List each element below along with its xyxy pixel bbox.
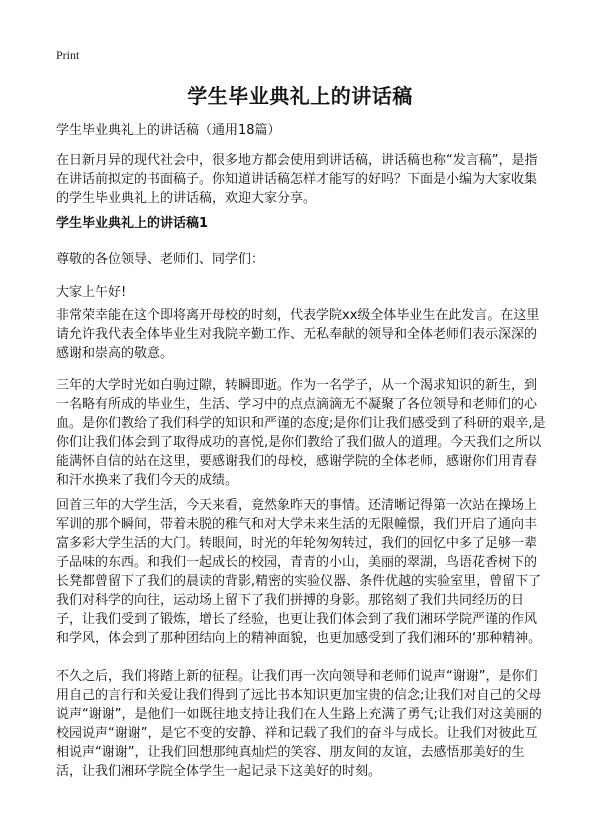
salutation-line: 大家上午好! [56,285,127,300]
body-paragraph: 三年的大学时光如白驹过隙，转瞬即逝。作为一名学子，从一个渴求知识的新生，到一名略有所成的毕业生，生活、学习中的点点滴滴无不凝聚了各位领导和老师们的心血。是你们教给了我们科学的知识和严谨的态度;是你们让我们感受到了科研的艰辛,是你们让我们体会到了取得成功的喜悦,是你们教给了我们做人的道理。今天我们之所以能满怀自信的站在这里，要感谢我们的母校，感谢学院的全体老师，感谢你们用青春和汗水换来了我们今天的成绩。 [56,378,546,488]
document-title: 学生毕业典礼上的讲话稿 [187,84,413,108]
section-heading: 学生毕业典礼上的讲话稿1 [56,216,209,231]
body-paragraph: 非常荣幸能在这个即将离开母校的时刻，代表学院xx级全体毕业生在此发言。在这里请允许我代表全体毕业生对我院辛勤工作、无私奉献的领导和全体老师们表示深深的感谢和崇高的敬意。 [56,308,540,361]
document-subtitle: 学生毕业典礼上的讲话稿（通用18篇） [56,123,281,138]
body-paragraph: 不久之后，我们将踏上新的征程。让我们再一次向领导和老师们说声“谢谢”，是你们用自己的言行和关爱让我们得到了远比书本知识更加宝贵的信念;让我们对自己的父母说声“谢谢”，是他们一如既往地支持让我们在人生路上充满了勇气;让我们对这美丽的校园说声“谢谢”，是它不变的安静、祥和记载了我们的奋斗与成长。让我们对彼此互相说声“谢谢”，让我们回想那纯真灿烂的笑容、朋友间的友谊，去感悟那美好的生活，让我们湘环学院全体学生一起记录下这美好的时刻。 [56,669,542,779]
body-paragraph: 回首三年的大学生活，今天来看，竟然象昨天的事情。还清晰记得第一次站在操场上军训的那个瞬间，带着未脱的稚气和对大学未来生活的无限幢憬，我们开启了通向丰富多彩大学生活的大门。转眼间，时光的年轮匆匆转过，我们的回忆中多了足够一辈子品味的东西。和我们一起成长的校园，青青的小山，美丽的翠湖，鸟语花香树下的长凳都曾留下了我们的晨读的背影,精密的实验仪器、条件优越的实验室里，曾留下了我们对科学的向往，运动场上留下了我们拼搏的身影。那铭刻了我们共同经历的日子，让我们受到了锻炼，增长了经验，也更让我们体会到了我们湘环学院严谨的作风和学风，体会到了那种团结向上的精神面貌，也更加感受到了我们湘环的‘那种精神。 [56,498,542,646]
intro-paragraph: 在日新月异的现代社会中，很多地方都会使用到讲话稿，讲话稿也称“发言稿”，是指在讲话前拟定的书面稿子。你知道讲话稿怎样才能写的好吗？下面是小编为大家收集的学生毕业典礼上的讲话稿，欢迎大家分享。 [56,153,538,206]
print-label: Print [56,48,80,62]
greeting-line: 尊敬的各位领导、老师们、同学们： [56,252,265,267]
